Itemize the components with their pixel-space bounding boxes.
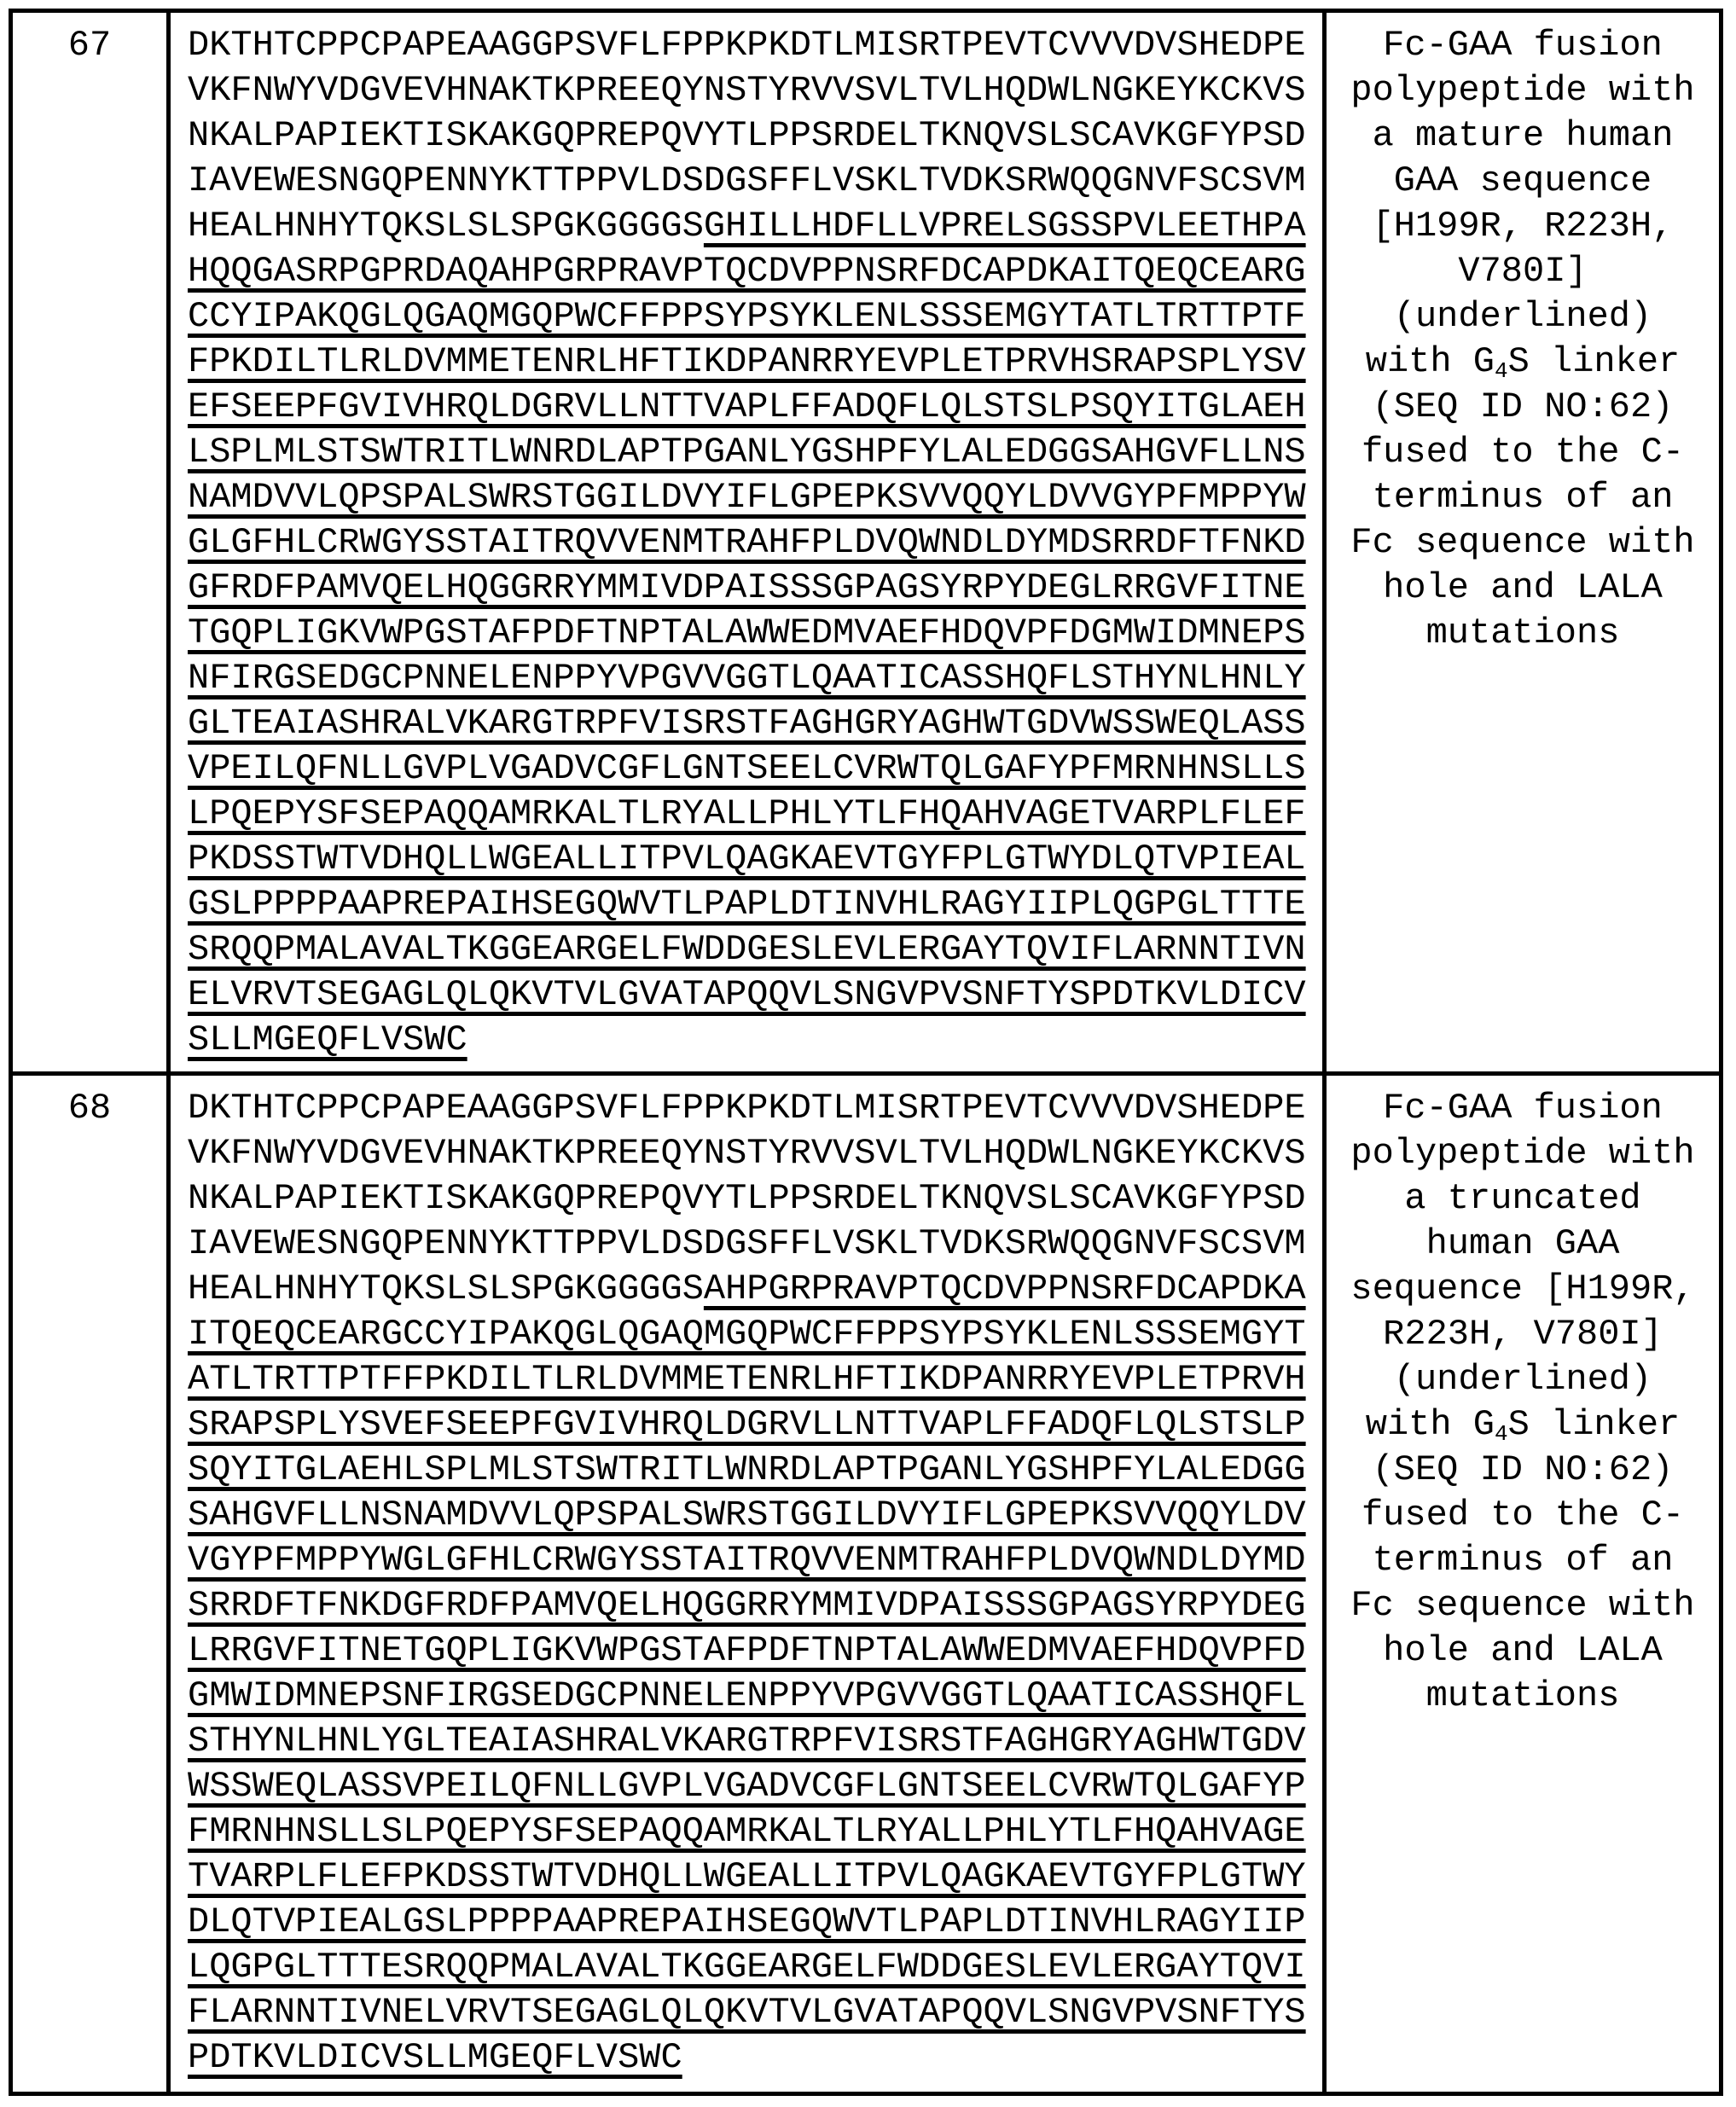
description-line <box>1332 23 1714 68</box>
subscript: 4 <box>1494 358 1508 384</box>
description-line <box>1332 1176 1714 1222</box>
seq-id: 68 <box>67 1088 112 1129</box>
sequence-segment-plain: NKALPAPIEKTISKAKGQPREPQVYTLPPSRDELTKNQVSLSCAVKGFYPSD <box>188 1178 1306 1219</box>
sequence-segment-underlined: VGYPFMPPYWGLGFHLCRWGYSSTAITRQVVENMTRAHFPLDVQWNDLDYMD <box>188 1540 1306 1581</box>
sequence-segment-plain: IAVEWESNGQPENNYKTTPPVLDSDGSFFLVSKLTVDKSRWQQGNVFSCSVM <box>188 160 1306 201</box>
sequence-line <box>188 1357 1322 1402</box>
sequence-line <box>188 294 1322 340</box>
sequence-line <box>188 249 1322 294</box>
sequence-segment-underlined: NAMDVVLQPSPALSWRSTGGILDVYIFLGPEPKSVVQQYLDVVGYPFMPPYW <box>188 477 1306 518</box>
sequence-line <box>188 113 1322 159</box>
sequence-segment-underlined: GLGFHLCRWGYSSTAITRQVVENMTRAHFPLDVQWNDLDYMDSRRDFTFNKD <box>188 522 1306 563</box>
description-text: Fc-GAA fusion <box>1383 25 1663 66</box>
description-line <box>1332 1402 1714 1448</box>
sequence-segment-plain: VKFNWYVDGVEVHNAKTKPREEQYNSTYRVVSVLTVLHQDWLNGKEYKCKVS <box>188 70 1306 111</box>
sequence-line <box>188 430 1322 475</box>
description-text: a truncated <box>1404 1178 1641 1219</box>
sequence-line <box>188 566 1322 611</box>
sequence-line <box>188 23 1322 68</box>
sequence-line <box>188 1719 1322 1764</box>
sequence-line <box>188 340 1322 385</box>
sequence-line <box>188 1809 1322 1855</box>
sequence-line <box>188 159 1322 204</box>
sequence-segment-underlined: FPKDILTLRLDVMMETENRLHFTIKDPANRRYEVPLETPRVHSRAPSPLYSV <box>188 341 1306 382</box>
sequence-segment-underlined: LPQEPYSFSEPAQQAMRKALTLRYALLPHLYTLFHQAHVAGETVARPLFLEF <box>188 793 1306 834</box>
sequence-segment-underlined: FMRNHNSLLSLPQEPYSFSEPAQQAMRKALTLRYALLPHLYTLFHQAHVAGE <box>188 1811 1306 1852</box>
sequence-line <box>188 1018 1322 1063</box>
sequence-segment-underlined: GMWIDMNEPSNFIRGSEDGCPNNELENPPYVPGVVGGTLQAATICASSHQFL <box>188 1675 1306 1716</box>
sequence-segment-underlined: ATLTRTTPTFFPKDILTLRLDVMMETENRLHFTIKDPANRRYEVPLETPRVH <box>188 1359 1306 1400</box>
description-text: S linker <box>1507 341 1681 382</box>
table-row <box>13 1076 1719 2092</box>
description-text: mutations <box>1425 1675 1620 1716</box>
sequence-line <box>188 701 1322 746</box>
sequence-segment-underlined: LRRGVFITNETGQPLIGKVWPGSTAFPDFTNPTALAWWEDMVAEFHDQVPFD <box>188 1630 1306 1671</box>
sequence-line <box>188 837 1322 882</box>
sequence-segment-underlined: LSPLMLSTSWTRITLWNRDLAPTPGANLYGSHPFYLALEDGGSAHGVFLLNS <box>188 432 1306 473</box>
seq-id: 67 <box>67 25 112 66</box>
sequence-segment-underlined: PKDSSTWTVDHQLLWGEALLITPVLQAGKAEVTGYFPLGTWYDLQTVPIEAL <box>188 839 1306 879</box>
description-line <box>1332 1493 1714 1538</box>
description-text: R223H, V780I] <box>1383 1314 1663 1355</box>
table-row <box>13 13 1719 1076</box>
sequence-segment-underlined: VPEILQFNLLGVPLVGADVCGFLGNTSEELCVRWTQLGAFYPFMRNHNSLLS <box>188 748 1306 789</box>
description-line <box>1332 430 1714 475</box>
description-text: Fc sequence with <box>1350 1585 1695 1626</box>
sequence-segment-underlined: GFRDFPAMVQELHQGGRRYMMIVDPAISSSGPAGSYRPYDEGLRRGVFITNE <box>188 567 1306 608</box>
description-line <box>1332 611 1714 656</box>
sequence-segment-plain: DKTHTCPPCPAPEAAGGPSVFLFPPKPKDTLMISRTPEVTCVVVDVSHEDPE <box>188 25 1306 66</box>
sequence-segment-underlined: TGQPLIGKVWPGSTAFPDFTNPTALAWWEDMVAEFHDQVPFDGMWIDMNEPS <box>188 612 1306 653</box>
description-text: terminus of an <box>1372 1540 1674 1581</box>
sequence-line <box>188 1402 1322 1448</box>
description-line <box>1332 475 1714 520</box>
sequence-segment-underlined: ELVRVTSEGAGLQLQKVTVLGVATAPQQVLSNGVPVSNFTYSPDTKVLDICV <box>188 974 1306 1015</box>
description-text: human GAA <box>1425 1223 1620 1264</box>
sequence-line <box>188 1267 1322 1312</box>
sequence-line <box>188 1990 1322 2035</box>
sequence-segment-underlined: SLLMGEQFLVSWC <box>188 1019 467 1060</box>
sequence-line <box>188 1764 1322 1809</box>
sequence-line <box>188 1628 1322 1674</box>
sequence-segment-plain: VKFNWYVDGVEVHNAKTKPREEQYNSTYRVVSVLTVLHQDWLNGKEYKCKVS <box>188 1133 1306 1174</box>
sequence-line <box>188 1855 1322 1900</box>
sequence-line <box>188 1448 1322 1493</box>
sequence-line <box>188 882 1322 927</box>
seq-id-cell <box>13 1076 171 2092</box>
sequence-segment-underlined: EFSEEPFGVIVHRQLDGRVLLNTTVAPLFFADQFLQLSTSLPSQYITGLAEH <box>188 386 1306 427</box>
description-line <box>1332 1448 1714 1493</box>
sequence-segment-underlined: SQYITGLAEHLSPLMLSTSWTRITLWNRDLAPTPGANLYGSHPFYLALEDGG <box>188 1449 1306 1490</box>
description-line <box>1332 1583 1714 1628</box>
description-line <box>1332 1628 1714 1674</box>
sequence-segment-underlined: HQQGASRPGPRDAQAHPGRPRAVPTQCDVPPNSRFDCAPDKAITQEQCEARG <box>188 251 1306 292</box>
sequence-line <box>188 520 1322 566</box>
sequence-segment-underlined: GLTEAIASHRALVKARGTRPFVISRSTFAGHGRYAGHWTGDVWSSWEQLASS <box>188 703 1306 744</box>
sequence-segment-underlined: STHYNLHNLYGLTEAIASHRALVKARGTRPFVISRSTFAGHGRYAGHWTGDV <box>188 1721 1306 1762</box>
description-line <box>1332 1086 1714 1131</box>
sequence-line <box>188 656 1322 701</box>
description-text: fused to the C- <box>1361 432 1685 473</box>
sequence-line <box>188 2035 1322 2081</box>
description-line <box>1332 68 1714 113</box>
description-line <box>1332 113 1714 159</box>
sequence-segment-plain: HEALHNHYTQKSLSLSPGKGGGGS <box>188 1268 704 1309</box>
description-text: hole and LALA <box>1383 1630 1663 1671</box>
description-line <box>1332 1131 1714 1176</box>
sequence-segment-underlined: TVARPLFLEFPKDSSTWTVDHQLLWGEALLITPVLQAGKAEVTGYFPLGTWY <box>188 1856 1306 1897</box>
sequence-line <box>188 1086 1322 1131</box>
sequence-segment-plain: DKTHTCPPCPAPEAAGGPSVFLFPPKPKDTLMISRTPEVTCVVVDVSHEDPE <box>188 1088 1306 1129</box>
description-line <box>1332 520 1714 566</box>
description-line <box>1332 1538 1714 1583</box>
sequence-segment-underlined: SRRDFTFNKDGFRDFPAMVQELHQGGRRYMMIVDPAISSSGPAGSYRPYDEG <box>188 1585 1306 1626</box>
sequence-segment-plain: HEALHNHYTQKSLSLSPGKGGGGS <box>188 206 704 247</box>
description-line <box>1332 1267 1714 1312</box>
description-text: polypeptide with <box>1350 1133 1695 1174</box>
sequence-line <box>188 1312 1322 1357</box>
description-line <box>1332 204 1714 249</box>
sequence-line <box>188 1945 1322 1990</box>
description-line <box>1332 294 1714 340</box>
sequence-segment-underlined: DLQTVPIEALGSLPPPPAAPREPAIHSEGQWVTLPAPLDTINVHLRAGYIIP <box>188 1901 1306 1942</box>
description-cell <box>1327 1076 1719 2092</box>
sequence-segment-underlined: PDTKVLDICVSLLMGEQFLVSWC <box>188 2037 682 2078</box>
sequence-line <box>188 1176 1322 1222</box>
sequence-line <box>188 927 1322 972</box>
sequence-segment-underlined: GSLPPPPAAPREPAIHSEGQWVTLPAPLDTINVHLRAGYIIPLQGPGLTTTE <box>188 884 1306 925</box>
description-text: terminus of an <box>1372 477 1674 518</box>
description-text: (SEQ ID NO:62) <box>1372 386 1674 427</box>
sequence-line <box>188 1131 1322 1176</box>
description-cell <box>1327 13 1719 1071</box>
sequence-segment-underlined: LQGPGLTTTESRQQPMALAVALTKGGEARGELFWDDGESLEVLERGAYTQVI <box>188 1947 1306 1988</box>
description-text: with G <box>1365 1404 1495 1445</box>
description-line <box>1332 566 1714 611</box>
description-text: (underlined) <box>1393 1359 1652 1400</box>
sequence-line <box>188 1222 1322 1267</box>
sequence-segment-underlined: SRAPSPLYSVEFSEEPFGVIVHRQLDGRVLLNTTVAPLFFADQFLQLSTSLP <box>188 1404 1306 1445</box>
sequence-segment-underlined: SAHGVFLLNSNAMDVVLQPSPALSWRSTGGILDVYIFLGPEPKSVVQQYLDV <box>188 1495 1306 1535</box>
description-text: fused to the C- <box>1361 1495 1685 1535</box>
sequence-segment-underlined: CCYIPAKQGLQGAQMGQPWCFFPPSYPSYKLENLSSSEMGYTATLTRTTPTF <box>188 296 1306 337</box>
sequence-line <box>188 611 1322 656</box>
sequence-segment-plain: NKALPAPIEKTISKAKGQPREPQVYTLPPSRDELTKNQVSLSCAVKGFYPSD <box>188 115 1306 156</box>
sequence-table <box>9 9 1723 2096</box>
sequence-line <box>188 972 1322 1018</box>
description-text: GAA sequence <box>1393 160 1652 201</box>
sequence-line <box>188 1538 1322 1583</box>
description-text: (SEQ ID NO:62) <box>1372 1449 1674 1490</box>
subscript: 4 <box>1494 1421 1508 1447</box>
sequence-cell <box>171 13 1327 1071</box>
sequence-segment-underlined: FLARNNTIVNELVRVTSEGAGLQLQKVTVLGVATAPQQVLSNGVPVSNFTYS <box>188 1992 1306 2033</box>
sequence-line <box>188 1900 1322 1945</box>
sequence-segment-underlined: WSSWEQLASSVPEILQFNLLGVPLVGADVCGFLGNTSEELCVRWTQLGAFYP <box>188 1766 1306 1807</box>
sequence-line <box>188 1674 1322 1719</box>
sequence-line <box>188 1583 1322 1628</box>
sequence-line <box>188 385 1322 430</box>
description-line <box>1332 340 1714 385</box>
sequence-line <box>188 475 1322 520</box>
sequence-line <box>188 792 1322 837</box>
sequence-cell <box>171 1076 1327 2092</box>
sequence-segment-underlined: GHILLHDFLLVPRELSGSSPVLEETHPA <box>703 206 1306 247</box>
description-text: Fc sequence with <box>1350 522 1695 563</box>
description-line <box>1332 1222 1714 1267</box>
description-text: with G <box>1365 341 1495 382</box>
sequence-segment-underlined: NFIRGSEDGCPNNELENPPYVPGVVGGTLQAATICASSHQFLSTHYNLHNLY <box>188 658 1306 699</box>
description-line <box>1332 385 1714 430</box>
seq-id-cell <box>13 13 171 1071</box>
sequence-segment-plain: IAVEWESNGQPENNYKTTPPVLDSDGSFFLVSKLTVDKSRWQQGNVFSCSVM <box>188 1223 1306 1264</box>
sequence-segment-underlined: AHPGRPRAVPTQCDVPPNSRFDCAPDKA <box>703 1268 1306 1309</box>
description-text: S linker <box>1507 1404 1681 1445</box>
description-line <box>1332 1674 1714 1719</box>
description-line <box>1332 249 1714 294</box>
description-text: hole and LALA <box>1383 567 1663 608</box>
description-line <box>1332 1357 1714 1402</box>
description-line <box>1332 159 1714 204</box>
description-text: mutations <box>1425 612 1620 653</box>
description-text: sequence [H199R, <box>1350 1268 1695 1309</box>
description-text: [H199R, R223H, <box>1372 206 1674 247</box>
description-text: V780I] <box>1458 251 1588 292</box>
sequence-segment-underlined: SRQQPMALAVALTKGGEARGELFWDDGESLEVLERGAYTQVIFLARNNTIVN <box>188 929 1306 970</box>
description-text: polypeptide with <box>1350 70 1695 111</box>
description-text: Fc-GAA fusion <box>1383 1088 1663 1129</box>
sequence-line <box>188 204 1322 249</box>
sequence-line <box>188 68 1322 113</box>
sequence-line <box>188 746 1322 792</box>
description-line <box>1332 1312 1714 1357</box>
description-text: (underlined) <box>1393 296 1652 337</box>
sequence-line <box>188 1493 1322 1538</box>
sequence-segment-underlined: ITQEQCEARGCCYIPAKQGLQGAQMGQPWCFFPPSYPSYKLENLSSSEMGYT <box>188 1314 1306 1355</box>
description-text: a mature human <box>1372 115 1674 156</box>
